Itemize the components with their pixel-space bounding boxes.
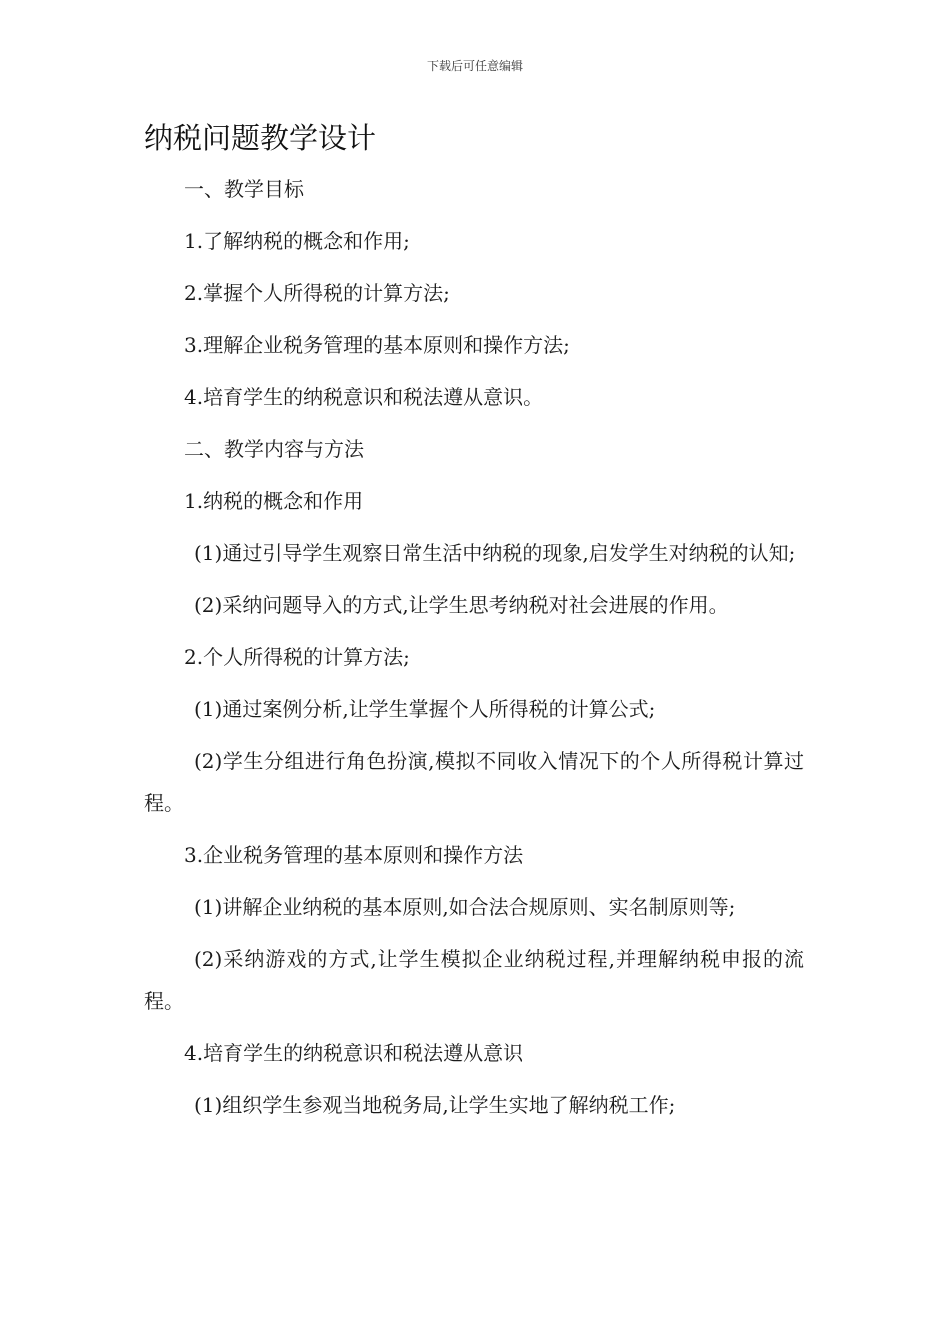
document-body xyxy=(144,168,804,1136)
content-topic: 1.纳税的概念和作用 xyxy=(184,489,364,513)
objective-item: 1.了解纳税的概念和作用; xyxy=(184,229,410,253)
header-note: 下载后可任意编辑 xyxy=(426,59,523,73)
content-subitem: (1)通过案例分析,让学生掌握个人所得税的计算公式; xyxy=(194,697,656,721)
objective-item: 4.培育学生的纳税意识和税法遵从意识。 xyxy=(184,385,544,409)
content-subitem: (2)采纳游戏的方式,让学生模拟企业纳税过程,并理解纳税申报的流程。 xyxy=(144,947,804,1013)
section-heading-objectives: 一、教学目标 xyxy=(184,177,304,201)
objective-item: 2.掌握个人所得税的计算方法; xyxy=(184,281,450,305)
content-subitem: (2)采纳问题导入的方式,让学生思考纳税对社会进展的作用。 xyxy=(194,593,729,617)
content-topic: 2.个人所得税的计算方法; xyxy=(184,645,410,669)
content-topic: 3.企业税务管理的基本原则和操作方法 xyxy=(184,843,524,867)
objective-item: 3.理解企业税务管理的基本原则和操作方法; xyxy=(184,333,570,357)
content-subitem: (1)组织学生参观当地税务局,让学生实地了解纳税工作; xyxy=(194,1093,676,1117)
content-topic: 4.培育学生的纳税意识和税法遵从意识 xyxy=(184,1041,524,1065)
document-title: 纳税问题教学设计 xyxy=(144,121,377,155)
content-subitem: (1)讲解企业纳税的基本原则,如合法合规原则、实名制原则等; xyxy=(194,895,736,919)
content-subitem: (2)学生分组进行角色扮演,模拟不同收入情况下的个人所得税计算过程。 xyxy=(144,749,804,815)
content-subitem: (1)通过引导学生观察日常生活中纳税的现象,启发学生对纳税的认知; xyxy=(194,541,796,565)
section-heading-content: 二、教学内容与方法 xyxy=(184,437,364,461)
